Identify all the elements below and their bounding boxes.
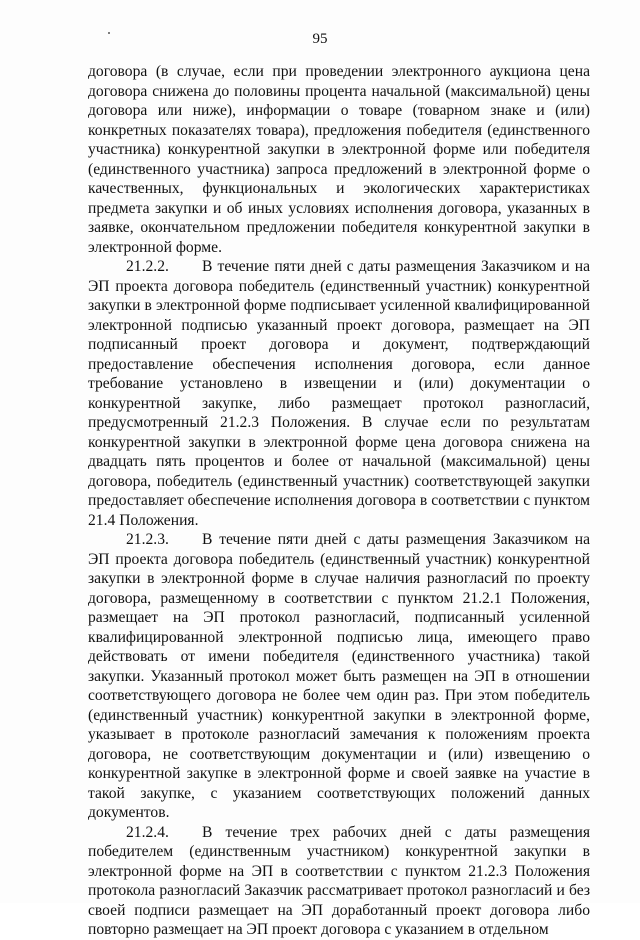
- clause-number: 21.2.3.: [126, 531, 169, 548]
- clause-text: В течение пяти дней с даты размещения Заказчиком на ЭП проекта договора победитель (единственный участник) конкурентной закупки в электронной форме в случае наличия разногласий по проекту договора, размещенному в соответствии с пунктом 21.2.1 Положения, размещает на ЭП протокол разногласий, подписанный усиленной квалифицированной электронной подписью лица, имеющего право действовать от имени победителя (единственного участника) такой закупки. Указанный протокол может быть размещен на ЭП в отношении соответствующего договора не более чем один раз. При этом победитель (единственный участник) конкурентной закупки в электронной форме, указывает в протоколе разногласий замечания к положениям проекта договора, не соответствующим документации и (или) извещению о конкурентной закупке в электронной форме и своей заявке на участие в такой закупке, с указанием соответствующих положений данных документов.: [88, 531, 590, 821]
- clause-number: 21.2.2.: [126, 258, 169, 275]
- clause-text: В течение пяти дней с даты размещения Заказчиком и на ЭП проекта договора победитель (единственный участник) конкурентной закупки в электронной форме подписывает усиленной квалифицированной электронной подписью указанный проект договора, размещает на ЭП подписанный проект договора и документ, подтверждающий предоставление обеспечения исполнения договора, если данное требование установлено в извещении и (или) документации о конкурентной закупке, либо размещает протокол разногласий, предусмотренный 21.2.3 Положения. В случае если по результатам конкурентной закупки в электронной форме цена договора снижена на двадцать пять процентов и более от начальной (максимальной) цены договора, победитель (единственный участник) соответствующей закупки предоставляет обеспечение исполнения договора в соответствии с пунктом 21.4 Положения.: [88, 258, 590, 529]
- paragraph-continuation: [88, 62, 590, 257]
- clause-21-2-4: [88, 823, 590, 940]
- clause-number: 21.2.4.: [126, 823, 169, 841]
- document-body: [88, 62, 590, 940]
- page-number: 95: [312, 31, 328, 47]
- clause-text: В течение трех рабочих дней с даты размещения победителем (единственным участником) конкурентной закупки в электронной форме на ЭП в соответствии с пунктом 21.2.3 Положения протокола разногласий Заказчик рассматривает протокол разногласий и без своей подписи размещает на ЭП доработанный проект договора либо повторно размещает на ЭП проект договора с указанием в отдельном: [88, 823, 590, 938]
- clause-21-2-3: [88, 530, 590, 823]
- clause-21-2-2: [88, 257, 590, 530]
- paragraph-text: договора (в случае, если при проведении электронного аукциона цена договора снижена до половины процента начальной (максимальной) цены договора или ниже), информации о товаре (товарном знаке и (или) конкретных показателях товара), предложения победителя (единственного участника) конкурентной закупки в электронной форме или победителя (единственного участника) запроса предложений в электронной форме о качественных, функциональных и экологических характеристиках предмета закупки и об иных условиях исполнения договора, указанных в заявке, окончательном предложении победителя конкурентной закупки в электронной форме.: [88, 63, 590, 256]
